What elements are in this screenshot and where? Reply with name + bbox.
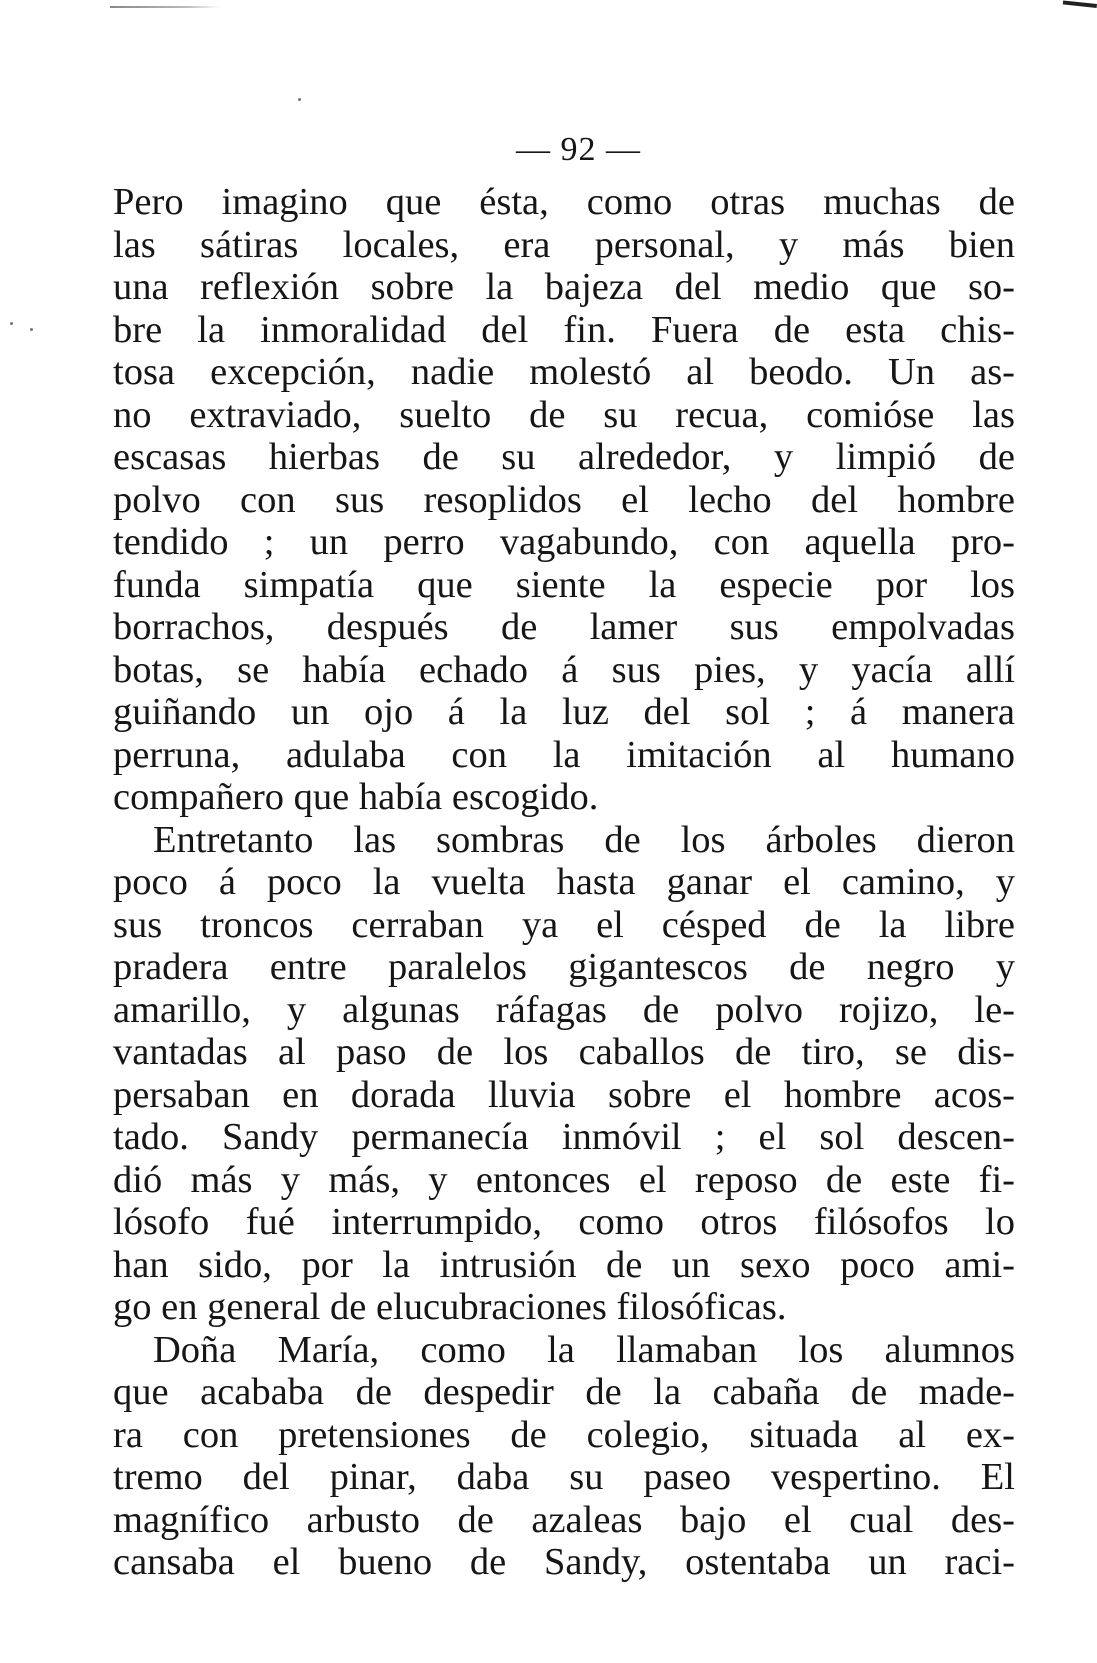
text-line: escasas hierbas de su alrededor, y limpió de <box>113 436 1015 478</box>
text-line: pradera entre paralelos gigantescos de negro y <box>113 946 1015 988</box>
text-line: compañero que había escogido. <box>113 776 599 818</box>
text-line: polvo con sus resoplidos el lecho del hombre <box>113 478 1015 521</box>
text-line: dió más y más, y entonces el reposo de este fi- <box>113 1158 1015 1201</box>
text-line: tremo del pinar, daba su paseo vespertino. El <box>113 1456 1015 1498</box>
text-line: no extraviado, suelto de su recua, comióse las <box>113 393 1015 436</box>
text-line: bre la inmoralidad del fin. Fuera de esta chis- <box>113 308 1015 351</box>
text-line: sus troncos cerraban ya el césped de la libre <box>113 903 1015 946</box>
body-text <box>113 181 1015 1584</box>
text-line: borrachos, después de lamer sus empolvadas <box>113 606 1015 648</box>
scan-speck <box>10 322 13 325</box>
text-line: vantadas al paso de los caballos de tiro, se dis- <box>113 1031 1015 1073</box>
scan-corner-mark <box>1063 0 1097 8</box>
text-line: ra con pretensiones de colegio, situada al ex- <box>113 1413 1015 1456</box>
page-number: — 92 — <box>516 131 641 168</box>
text-line: las sátiras locales, era personal, y más bien <box>113 223 1015 266</box>
text-line: go en general de elucubraciones filosóficas. <box>113 1286 787 1328</box>
text-line: funda simpatía que siente la especie por los <box>113 563 1015 606</box>
text-line: persaban en dorada lluvia sobre el hombre acos- <box>113 1073 1015 1116</box>
text-line: Pero imagino que ésta, como otras muchas de <box>113 181 1015 223</box>
text-line: tosa excepción, nadie molestó al beodo. Un as- <box>113 351 1015 393</box>
text-line: perruna, adulaba con la imitación al humano <box>113 733 1015 776</box>
scan-edge-mark <box>110 6 220 8</box>
text-line: magnífico arbusto de azaleas bajo el cual des- <box>113 1498 1015 1541</box>
scan-speck <box>298 98 301 101</box>
text-line: Entretanto las sombras de los árboles dieron <box>153 818 1015 861</box>
text-line: tendido ; un perro vagabundo, con aquella pro- <box>113 521 1015 563</box>
text-line: han sido, por la intrusión de un sexo poco ami- <box>113 1243 1015 1286</box>
text-line: Doña María, como la llamaban los alumnos <box>153 1328 1015 1371</box>
text-line: cansaba el bueno de Sandy, ostentaba un raci- <box>113 1541 1015 1583</box>
scan-speck <box>30 328 33 331</box>
text-line: poco á poco la vuelta hasta ganar el camino, y <box>113 861 1015 903</box>
text-line: lósofo fué interrumpido, como otros filósofos lo <box>113 1201 1015 1243</box>
text-line: guiñando un ojo á la luz del sol ; á manera <box>113 691 1015 733</box>
text-line: que acababa de despedir de la cabaña de made- <box>113 1371 1015 1413</box>
text-line: amarillo, y algunas ráfagas de polvo rojizo, le- <box>113 988 1015 1031</box>
text-line: tado. Sandy permanecía inmóvil ; el sol descen- <box>113 1116 1015 1158</box>
text-line: una reflexión sobre la bajeza del medio que so- <box>113 266 1015 308</box>
text-line: botas, se había echado á sus pies, y yacía allí <box>113 648 1015 691</box>
